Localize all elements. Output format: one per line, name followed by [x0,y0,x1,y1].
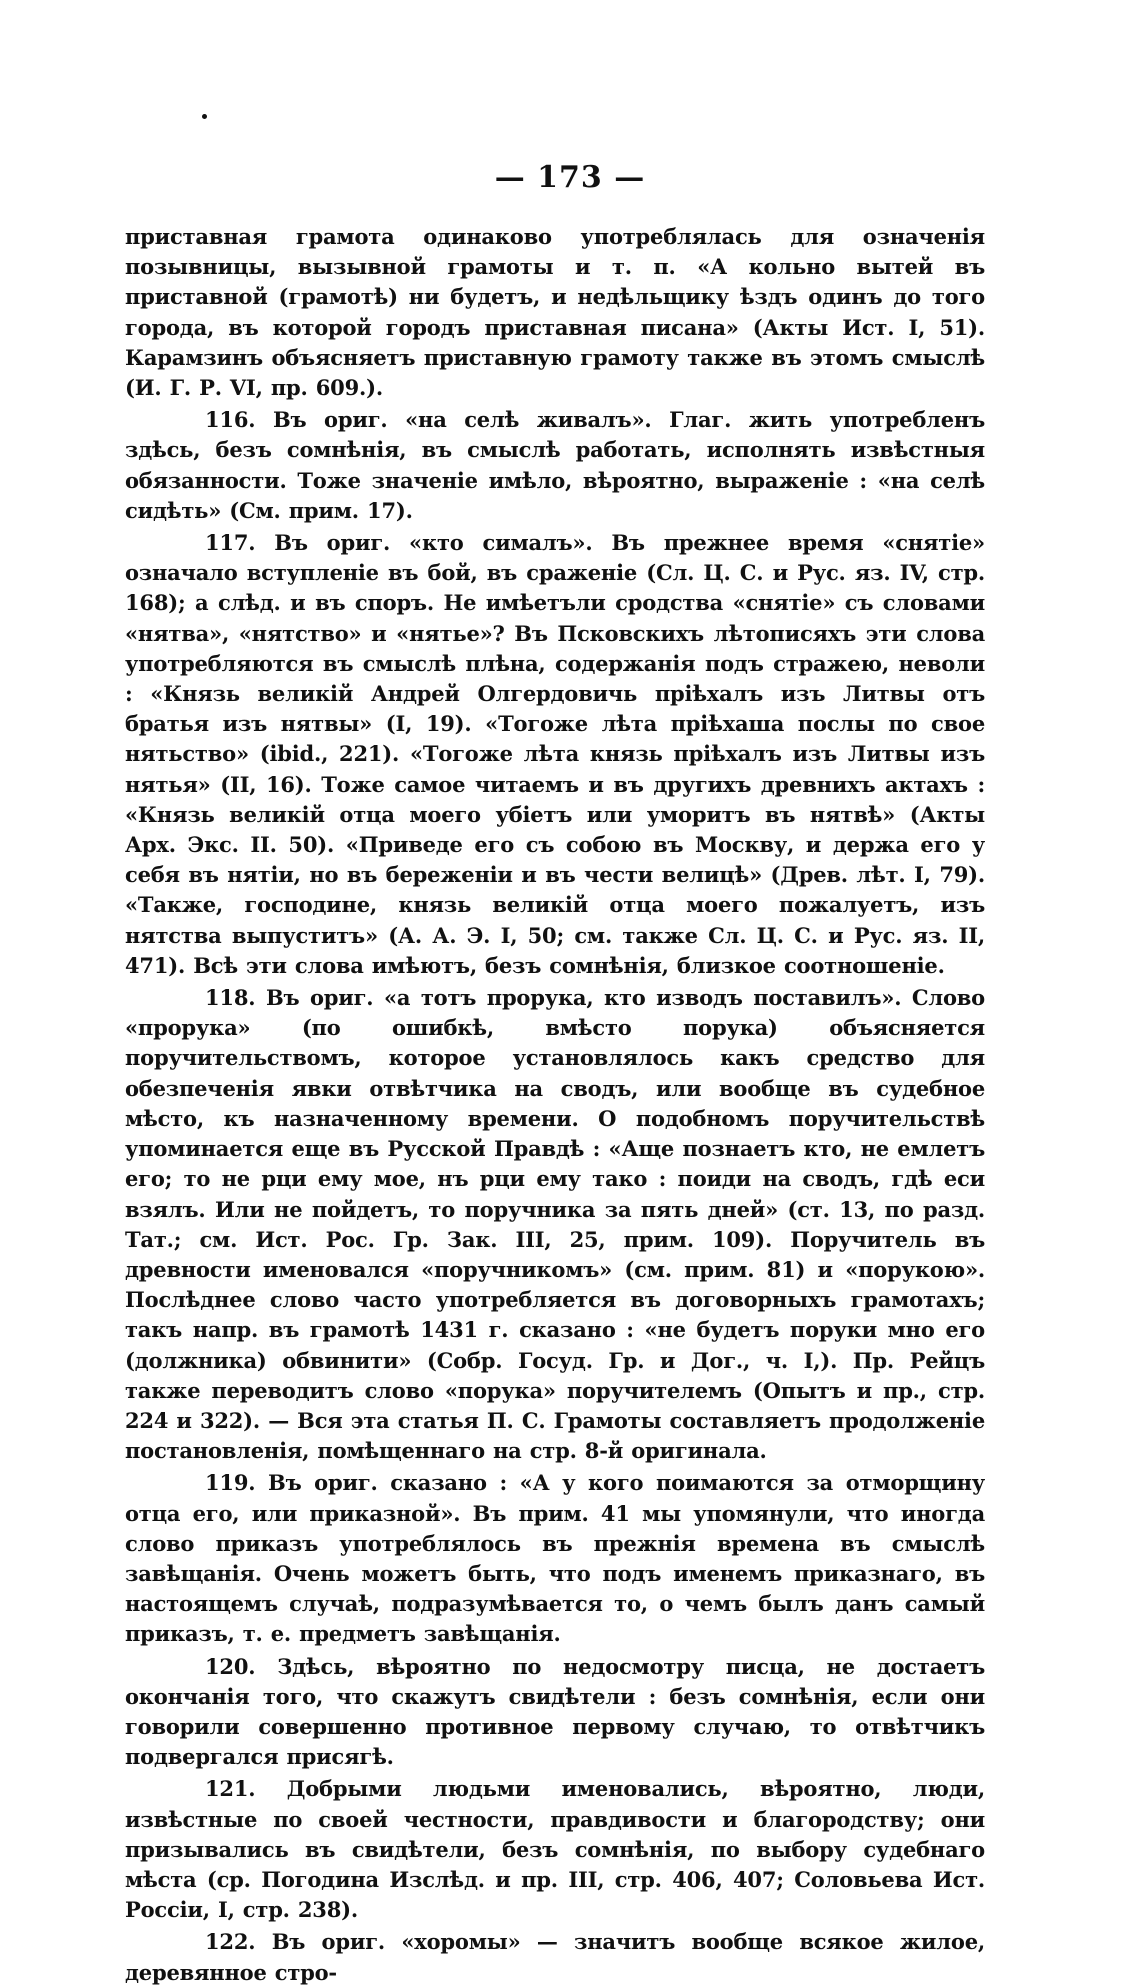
note-number: 119. [205,1470,256,1496]
page-number: — 173 — [494,160,646,195]
paragraph-continued [125,222,985,403]
note-number: 118. [205,985,256,1011]
note-text: Въ ориг. «хоромы» — значитъ вообще всякое жилое, деревянное стро- [125,1929,985,1985]
note-122 [125,1927,985,1987]
note-text: Въ ориг. «а тотъ прорука, кто изводъ поставилъ». Слово «прорука» (по ошибкѣ, вмѣсто порука) объясняется поручительствомъ, которое установлялось какъ средство для обезпеченія явки отвѣтчика на сводъ, или вообще въ судебное мѣсто, къ назначенному времени. О подобномъ поручительствѣ упоминается еще въ Русской Правдѣ : «Аще познаетъ кто, не емлетъ его; то не рци ему мое, нъ рци ему тако : поиди на сводъ, гдѣ еси взялъ. Или не пойдетъ, то поручника за пять дней» (ст. 13, по разд. Тат.; см. Ист. Рос. Гр. Зак. III, 25, прим. 109). Поручитель въ древности именовался «поручникомъ» (см. прим. 81) и «порукою». Послѣднее слово часто употребляется въ договорныхъ грамотахъ; такъ напр. въ грамотѣ 1431 г. сказано : «не будетъ поруки мно его (должника) обвинити» (Собр. Госуд. Гр. и Дог., ч. I,). Пр. Рейцъ также переводитъ слово «порука» поручителемъ (Опытъ и пр., стр. 224 и 322). — Вся эта статья П. С. Грамоты составляетъ продолженіе постановленія, помѣщеннаго на стр. 8-й оригинала. [125,985,985,1464]
note-number: 117. [205,530,256,556]
paragraph-text: приставная грамота одинаково употреблялась для означенія позывницы, вызывной грамоты и т. п. «А кольно вытей въ приставной (грамотѣ) ни будетъ, и недѣльщику ѣздъ одинъ до того города, въ которой городъ приставная писана» (Акты Ист. I, 51). Карамзинъ объясняетъ приставную грамоту также въ этомъ смыслѣ (И. Г. Р. VI, пр. 609.). [125,224,985,401]
note-number: 122. [205,1929,256,1955]
note-text: Здѣсь, вѣроятно по недосмотру писца, не достаетъ окончанія того, что скажутъ свидѣтели : безъ сомнѣнія, если они говорили совершенно противное первому случаю, то отвѣтчикъ подвергался присягѣ. [125,1653,985,1770]
note-text: Въ ориг. «кто сималъ». Въ прежнее время «снятіе» означало вступленіе въ бой, въ сраженіе (Сл. Ц. С. и Рус. яз. IV, стр. 168); а слѣд. и въ споръ. Не имѣетъли сродства «снятіе» съ словами «нятва», «нятство» и «нятье»? Въ Псковскихъ лѣтописяхъ эти слова употребляются въ смыслѣ плѣна, содержанія подъ стражею, неволи : «Князь великій Андрей Олгердовичь пріѣхалъ изъ Литвы отъ братья изъ нятвы» (I, 19). «Тогоже лѣта пріѣхаша послы по свое нятьство» (ibid., 221). «Тогоже лѣта князь пріѣхалъ изъ Литвы изъ нятья» (II, 16). Тоже самое читаемъ и въ другихъ древнихъ актахъ : «Князь великій отца моего убіетъ или уморитъ въ нятвѣ» (Акты Арх. Экс. II. 50). «Приведе его съ собою въ Москву, и держа его у себя въ нятіи, но въ береженіи и въ чести велицѣ» (Древ. лѣт. I, 79). «Также, господине, князь великій отца моего пожалуетъ, изъ нятства выпуститъ» (А. А. Э. I, 50; см. также Сл. Ц. С. и Рус. яз. II, 471). Всѣ эти слова имѣютъ, безъ сомнѣнія, близкое соотношеніе. [125,530,985,978]
note-text: Въ ориг. «на селѣ живалъ». Глаг. жить употребленъ здѣсь, безъ сомнѣнія, въ смыслѣ работать, исполнять извѣстныя обязанности. Тоже значеніе имѣло, вѣроятно, выраженіе : «на селѣ сидѣть» (См. прим. 17). [125,407,985,523]
printed-dot-mark [202,114,207,119]
note-116 [125,405,985,526]
note-118 [125,983,985,1466]
note-121 [125,1774,985,1925]
note-120 [125,1652,985,1773]
note-117 [125,528,985,981]
note-text: Добрыми людьми именовались, вѣроятно, люди, извѣстные по своей честности, правдивости и благородству; они призывались въ свидѣтели, безъ сомнѣнія, по выбору судебнаго мѣста (ср. Погодина Изслѣд. и пр. III, стр. 406, 407; Соловьева Ист. Россіи, I, стр. 238). [125,1776,985,1923]
page-body [125,222,985,1988]
note-text: Въ ориг. сказано : «А у кого поимаются за отморщину отца его, или приказной». Въ прим. 41 мы упомянули, что иногда слово приказъ употреблялось въ прежнія времена въ смыслѣ завѣщанія. Очень можетъ быть, что подъ именемъ приказнаго, въ настоящемъ случаѣ, подразумѣвается то, о чемъ былъ данъ самый приказъ, т. е. предметъ завѣщанія. [125,1470,985,1647]
note-number: 116. [205,407,256,433]
note-number: 121. [205,1776,256,1802]
note-119 [125,1468,985,1649]
note-number: 120. [205,1653,256,1679]
